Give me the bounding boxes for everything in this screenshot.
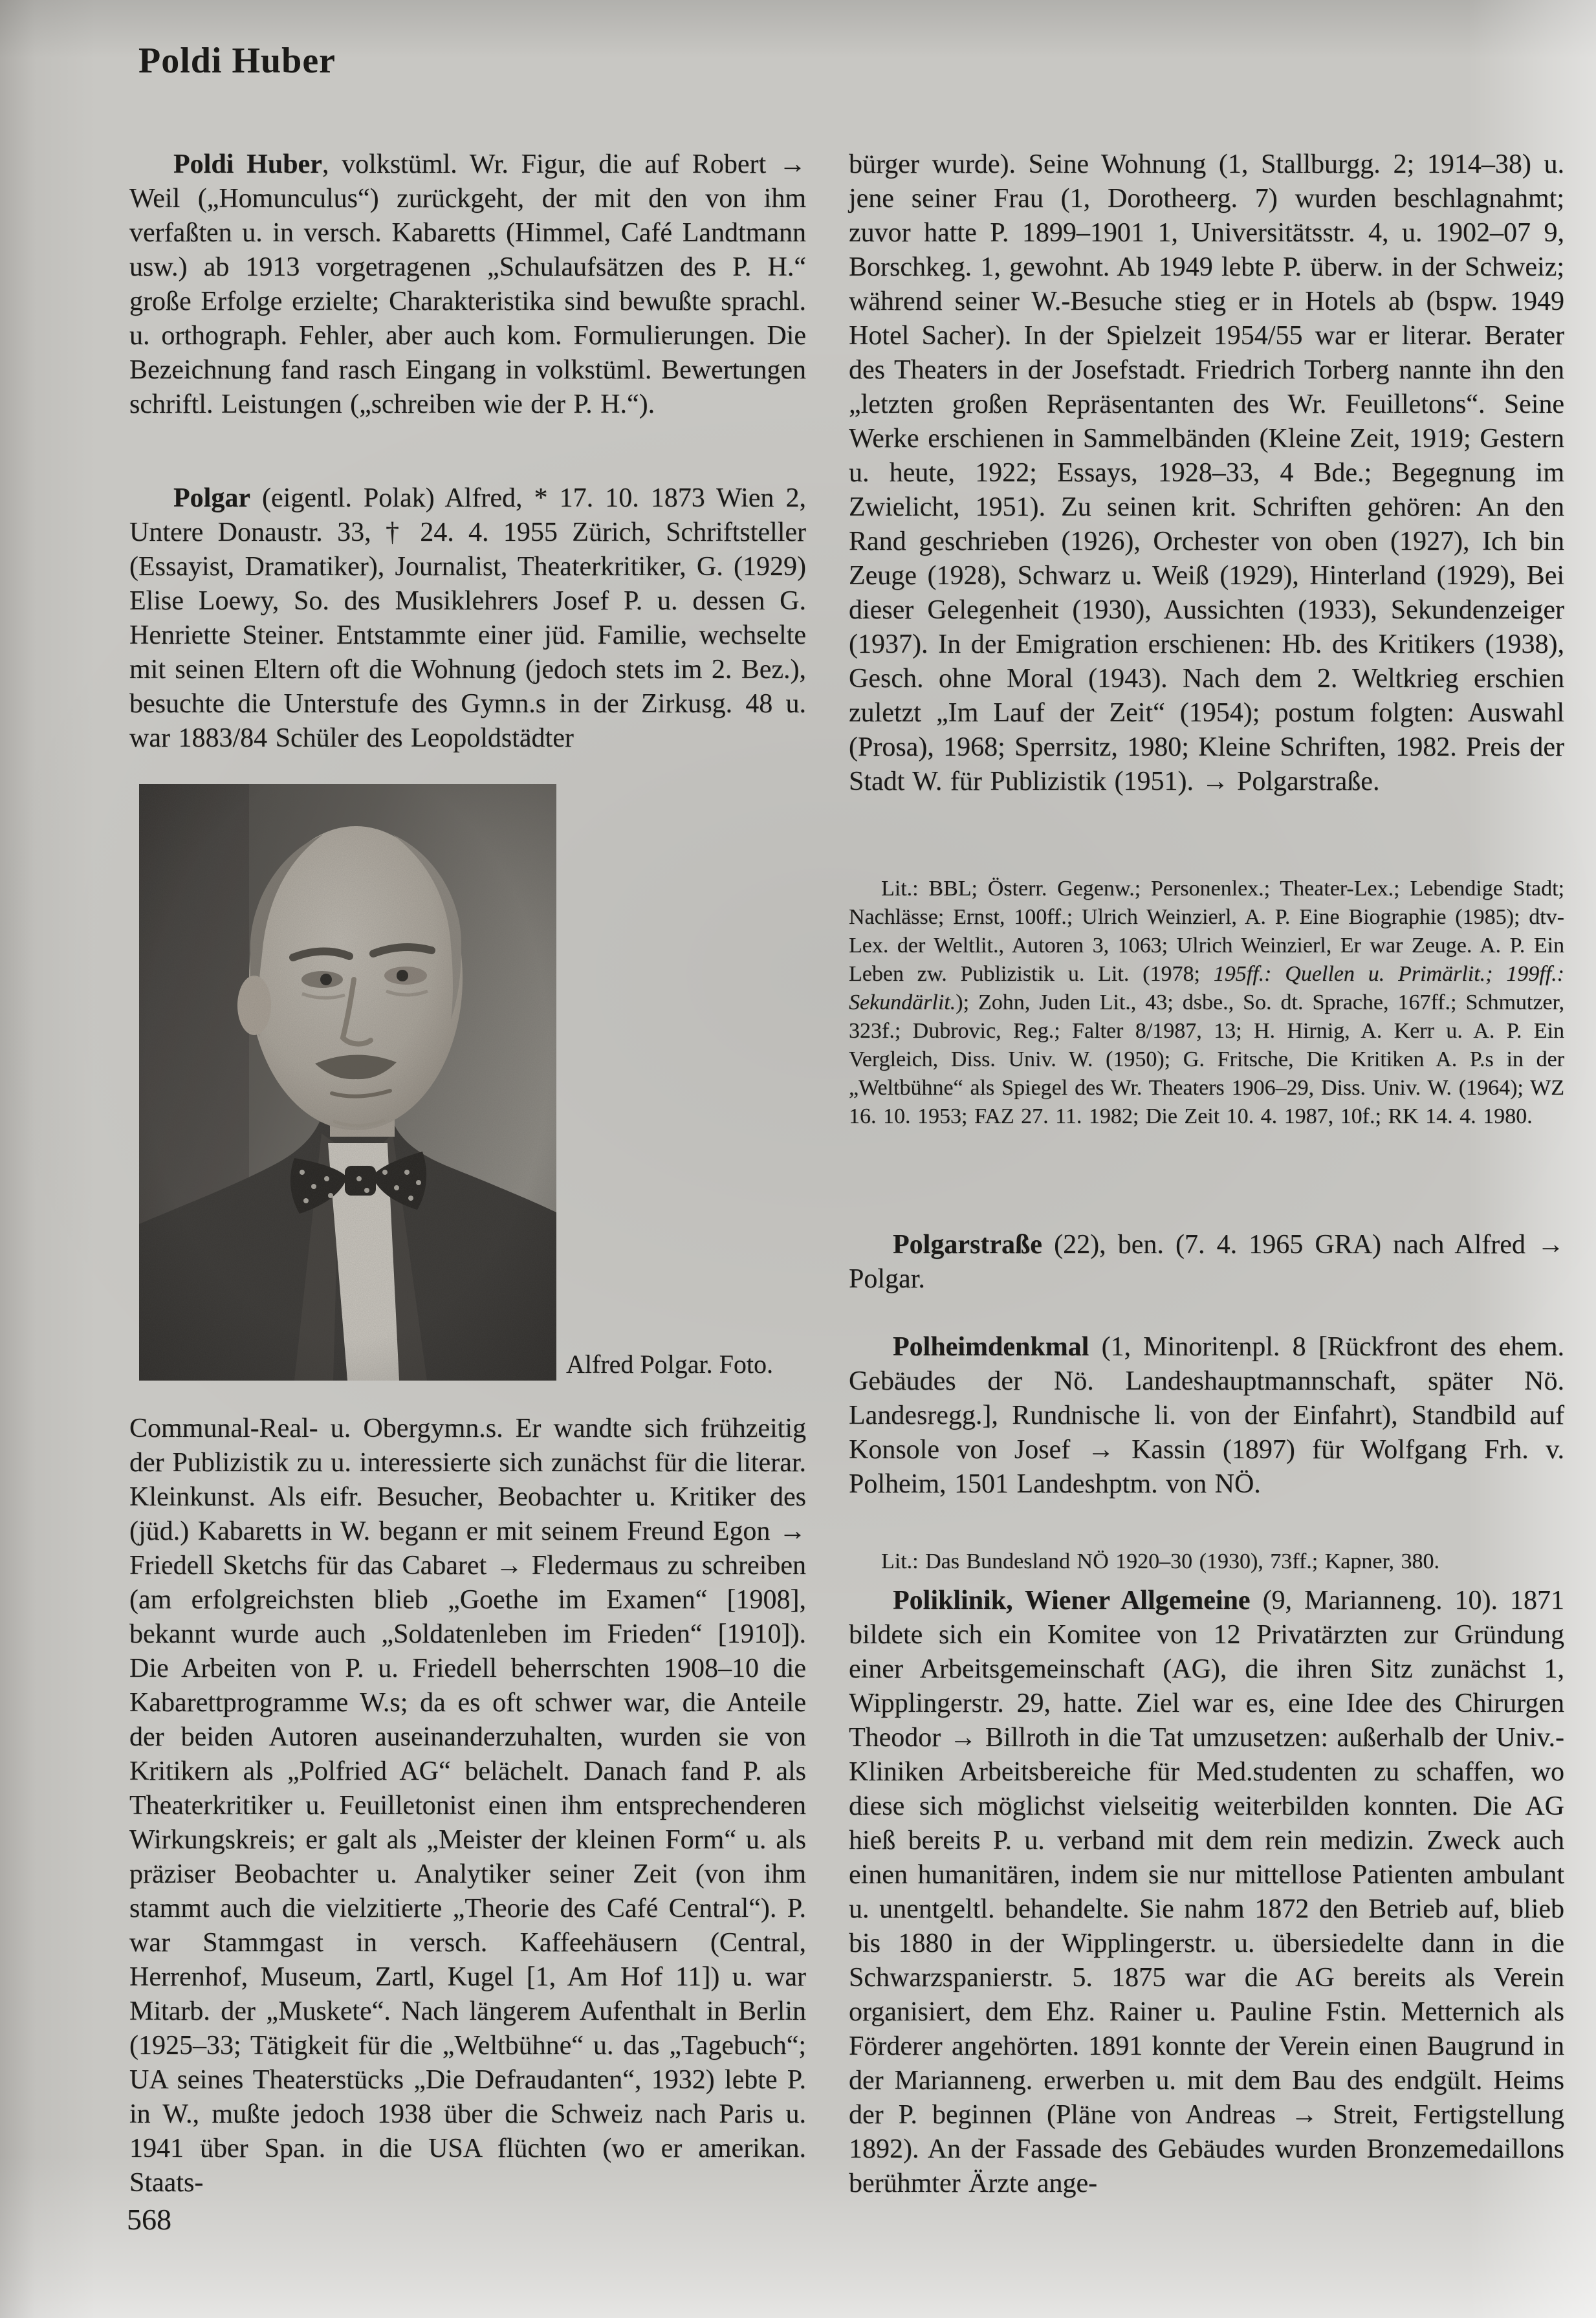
entry-body-poldi-huber: , volkstüml. Wr. Figur, die auf Robert → Weil („Homunculus“) zurückgeht, der mit den von ihm verfaßten u. in versch. Kabaretts (Himmel, Café Landtmann usw.) ab 1913 vorgetragenen „Schulaufsätzen des P. H.“ große Erfolge erzielte; Charakteristika sind bewußte sprachl. u. orthograph. Fehler, aber auch kom. Formulierungen. Die Bezeichnung fand rasch Eingang in volkstüml. Bewertungen schriftl. Leistungen („schreiben wie der P. H.“). — [129, 149, 806, 419]
photo-caption: Alfred Polgar. Foto. — [566, 1350, 773, 1379]
entry-headword-polgarstrasse: Polgarstraße — [893, 1230, 1042, 1260]
entry-polgarstrasse — [849, 1228, 1564, 1296]
entry-polheimdenkmal — [849, 1330, 1564, 1502]
polgar-literature-part1: Lit.: BBL; Österr. Gegenw.; Personenlex.; Theater-Lex.; Lebendige Stadt; Nachlässe; Ernst, 100ff.; Ulrich Weinzierl, A. P. Eine Biographie (1985); dtv-Lex. der Weltlit., Autoren 3, 1063; Ulrich Weinzierl, Er war Zeuge. A. P. Ein Leben zw. Publizistik u. Lit. (1978; — [849, 877, 1564, 986]
entry-headword-polheimdenkmal: Polheimdenkmal — [893, 1332, 1089, 1362]
entry-headword-poliklinik: Poliklinik, Wiener Allgemeine — [893, 1586, 1251, 1615]
running-head: Poldi Huber — [138, 41, 336, 81]
entry-body-polgarstrasse: (22), ben. (7. 4. 1965 GRA) nach Alfred → Polgar. — [849, 1230, 1564, 1294]
polgar-literature — [849, 875, 1564, 1131]
entry-body-polheimdenkmal: (1, Minoritenpl. 8 [Rückfront des ehem. Gebäudes der Nö. Landeshauptmannschaft, später Nö. Landesregg.], Rundnische li. von der Einfahrt), Standbild auf Konsole von Josef → Kassin (1897) für Wolfgang Frh. v. Polheim, 1501 Landeshptm. von NÖ. — [849, 1332, 1564, 1499]
entry-headword-polgar: Polgar — [173, 483, 250, 513]
polgar-portrait-image — [139, 784, 556, 1381]
entry-headword-poldi-huber: Poldi Huber — [173, 149, 322, 179]
polheim-literature: Lit.: Das Bundesland NÖ 1920–30 (1930), 73ff.; Kapner, 380. — [881, 1549, 1439, 1573]
polgar-continuation-right: bürger wurde). Seine Wohnung (1, Stallburgg. 2; 1914–38) u. jene seiner Frau (1, Dorotheerg. 7) wurden beschlagnahmt; zuvor hatte P. 1899–1901 1, Universitätsstr. 4, u. 1902–07 9, Borschkeg. 1, gewohnt. Ab 1949 lebte P. überw. in der Schweiz; während seiner W.-Besuche stieg er in Hotels ab (bspw. 1949 Hotel Sacher). In der Spielzeit 1954/55 war er literar. Berater des Theaters in der Josefstadt. Friedrich Torberg nannte ihn den „letzten großen Repräsentanten des Wr. Feuilletons“. Seine Werke erschienen in Sammelbänden (Kleine Zeit, 1919; Gestern u. heute, 1922; Essays, 1928–33, 4 Bde.; Begegnung im Zwielicht, 1951). Zu seinen krit. Schriften gehören: An den Rand geschrieben (1926), Orchester von oben (1927), Ich bin Zeuge (1928), Schwarz u. Weiß (1929), Hinterland (1929), Bei dieser Gelegenheit (1930), Aussichten (1933), Sekundenzeiger (1937). In der Emigration erschienen: Hb. des Kritikers (1938), Gesch. ohne Moral (1943). Nach dem 2. Weltkrieg erschien zuletzt „Im Lauf der Zeit“ (1954); postum folgten: Auswahl (Prosa), 1968; Sperrsitz, 1980; Kleine Schriften, 1982. Preis der Stadt W. für Publizistik (1951). → Polgarstraße. — [849, 149, 1564, 796]
page-number: 568 — [127, 2203, 171, 2236]
polgar-photo-figure — [139, 784, 773, 1381]
entry-body-polgar: (eigentl. Polak) Alfred, * 17. 10. 1873 Wien 2, Untere Donaustr. 33, † 24. 4. 1955 Zürich, Schriftsteller (Essayist, Dramatiker), Journalist, Theaterkritiker, G. (1929) Elise Loewy, So. des Musiklehrers Josef P. u. dessen G. Henriette Steiner. Entstammte einer jüd. Familie, wechselte mit seinen Eltern oft die Wohnung (jedoch stets im 2. Bez.), besuchte die Unterstufe des Gymn.s in der Zirkusg. 48 u. war 1883/84 Schüler des Leopoldstädter — [129, 483, 806, 753]
entry-body-poliklinik: (9, Marianneng. 10). 1871 bildete sich ein Komitee von 12 Privatärzten zur Gründung einer Arbeitsgemeinschaft (AG), die ihren Sitz zunächst 1, Wipplingerstr. 29, hatte. Ziel war es, eine Idee des Chirurgen Theodor → Billroth in die Tat umzusetzen: außerhalb der Univ.-Kliniken Arbeitsbereiche für Med.studenten zu schaffen, wo diese sich möglichst vielseitig weiterbilden konnten. Die AG hieß bereits P. u. verband mit dem rein medizin. Zweck auch einen humanitären, indem sie nur mittellose Patienten ambulant u. unentgeltl. behandelte. Sie nahm 1872 den Betrieb auf, blieb bis 1880 in der Wipplingerstr. u. übersiedelte dann in die Schwarzspanierstr. 5. 1875 war die AG bereits als Verein organisiert, dem Ehz. Rainer u. Pauline Fstin. Metternich als Förderer angehörten. 1891 konnte der Verein einen Baugrund in der Marianneng. erwerben u. mit dem Bau des endgült. Heims der P. beginnen (Pläne von Andreas → Streit, Fertigstellung 1892). An der Fassade des Gebäudes wurden Bronzemedaillons berühmter Ärzte ange- — [849, 1586, 1564, 2198]
polgar-literature-part2: ); Zohn, Juden Lit., 43; dsbe., So. dt. Sprache, 167ff.; Schmutzer, 323f.; Dubrovic, Reg.; Falter 8/1987, 13; H. Hirnig, A. Kerr u. A. P. Ein Vergleich, Diss. Univ. W. (1950); G. Fritsche, Die Kritiken A. P.s in der „Weltbühne“ als Spiegel des Wr. Theaters 1906–29, Diss. Univ. W. (1964); WZ 16. 10. 1953; FAZ 27. 11. 1982; Die Zeit 10. 4. 1987, 10f.; RK 14. 4. 1980. — [849, 990, 1564, 1128]
polgar-continuation-left: Communal-Real- u. Obergymn.s. Er wandte sich frühzeitig der Publizistik zu u. interessierte sich zunächst für die literar. Kleinkunst. Als eifr. Besucher, Beobachter u. Kritiker des (jüd.) Kabaretts in W. begann er mit seinem Freund Egon → Friedell Sketchs für das Cabaret → Fledermaus zu schreiben (am erfolgreichsten blieb „Goethe im Examen“ [1908], bekannt wurde auch „Soldatenleben im Frieden“ [1910]). Die Arbeiten von P. u. Friedell beherrschten 1908–10 die Kabarettprogramme W.s; da es oft schwer war, die Anteile der beiden Autoren auseinanderzuhalten, wurden sie von Kritikern als „Polfried AG“ belächelt. Danach fand P. als Theaterkritiker u. Feuilletonist einen ihm entsprechenderen Wirkungskreis; er galt als „Meister der kleinen Form“ u. als präziser Beobachter u. Analytiker seiner Zeit (von ihm stammt auch die vielzitierte „Theorie des Café Central“). P. war Stammgast in versch. Kaffeehäusern (Central, Herrenhof, Museum, Zartl, Kugel [1, Am Hof 11]) u. war Mitarb. der „Muskete“. Nach längerem Aufenthalt in Berlin (1925–33; Tätigkeit für die „Weltbühne“ u. das „Tagebuch“; UA seines Theaterstücks „Die Defraudanten“, 1932) lebte P. in W., mußte jedoch 1938 über die Schweiz nach Paris u. 1941 über Span. in die USA flüchten (wo er amerikan. Staats- — [129, 1414, 806, 2198]
entry-poliklinik — [849, 1584, 1564, 2201]
entry-poldi-huber — [129, 148, 806, 422]
polgar-literature-italic: 195ff.: Quellen u. Primärlit.; 199ff.: Sekundärlit. — [849, 962, 1565, 1014]
entry-polgar — [129, 481, 806, 756]
